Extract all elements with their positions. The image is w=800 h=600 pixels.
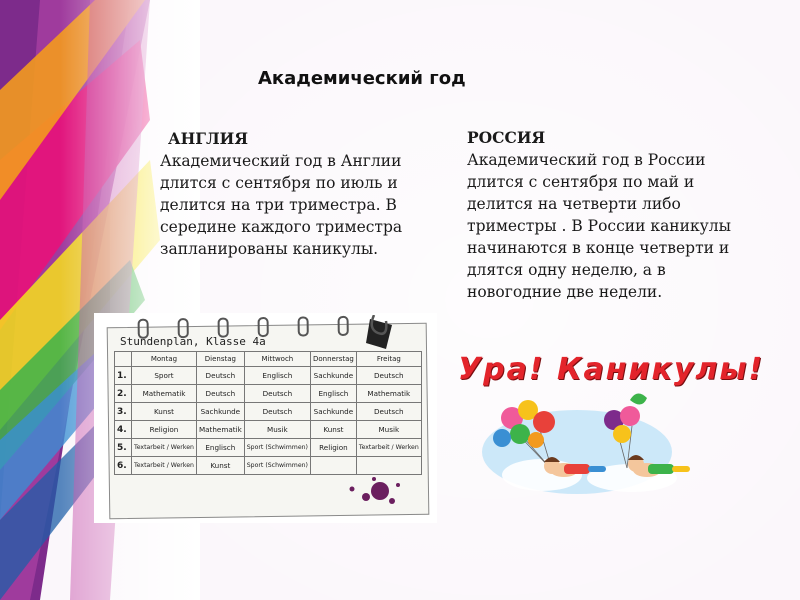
lesson-cell: Deutsch [244, 403, 310, 421]
timetable-image [94, 313, 437, 523]
lesson-cell: Sachkunde [310, 367, 356, 385]
day-header: Dienstag [196, 352, 244, 367]
timetable-row [115, 439, 422, 457]
lesson-cell: Deutsch [356, 367, 421, 385]
kids-with-balloons-illustration [452, 390, 752, 500]
day-header: Freitag [356, 352, 421, 367]
binder-ring-icon [338, 316, 349, 336]
lesson-number: 2. [115, 385, 132, 403]
timetable-row [115, 385, 422, 403]
lesson-cell: Religion [310, 439, 356, 457]
timetable-table [114, 351, 422, 475]
lesson-cell: Englisch [310, 385, 356, 403]
lesson-number: 5. [115, 439, 132, 457]
lesson-cell: Sachkunde [310, 403, 356, 421]
lesson-cell: Englisch [244, 367, 310, 385]
lesson-cell: Deutsch [196, 367, 244, 385]
lesson-cell: Deutsch [356, 403, 421, 421]
russia-section [467, 127, 747, 303]
lesson-cell: Kunst [310, 421, 356, 439]
lesson-cell: Mathematik [356, 385, 421, 403]
lesson-cell: Mathematik [196, 421, 244, 439]
lesson-cell: Deutsch [196, 385, 244, 403]
day-header: Mittwoch [244, 352, 310, 367]
timetable-title: Stundenplan, Klasse 4a [120, 335, 266, 348]
england-heading: АНГЛИЯ [168, 129, 248, 148]
holidays-image [452, 350, 765, 500]
binder-clip-icon [364, 315, 398, 355]
timetable-row [115, 403, 422, 421]
holiday-banner: Ура! Каникулы! [458, 352, 765, 387]
lesson-number: 3. [115, 403, 132, 421]
lesson-cell: Textarbeit / Werken [132, 439, 197, 457]
lesson-cell: Sport (Schwimmen) [244, 439, 310, 457]
timetable-corner [115, 352, 132, 367]
day-header: Montag [132, 352, 197, 367]
lesson-number: 6. [115, 457, 132, 475]
timetable-row [115, 421, 422, 439]
lesson-cell: Sport [132, 367, 197, 385]
day-header: Donnerstag [310, 352, 356, 367]
lesson-cell: Musik [244, 421, 310, 439]
lesson-cell: Religion [132, 421, 197, 439]
lesson-cell: Deutsch [244, 385, 310, 403]
lesson-cell: Textarbeit / Werken [132, 457, 197, 475]
lesson-cell: Kunst [132, 403, 197, 421]
russia-text: Академический год в России длится с сентября по май и делится на четверти либо триместры . В России каникулы начинаются в конце четверти и длятся одну неделю, а в новогодние две недели. [467, 151, 731, 301]
binder-ring-icon [298, 316, 309, 336]
england-section [160, 128, 430, 260]
lesson-number: 1. [115, 367, 132, 385]
lesson-cell: Kunst [196, 457, 244, 475]
lesson-number: 4. [115, 421, 132, 439]
england-text: Академический год в Англии длится с сентября по июль и делится на три триместра. В середине каждого триместра запланированы каникулы. [160, 152, 403, 258]
page-title: Академический год [258, 68, 466, 89]
lesson-cell: Sport (Schwimmen) [244, 457, 310, 475]
russia-heading: РОССИЯ [467, 128, 546, 147]
lesson-cell: Mathematik [132, 385, 197, 403]
ink-splatter-icon [330, 471, 410, 511]
lesson-cell: Musik [356, 421, 421, 439]
lesson-cell: Englisch [196, 439, 244, 457]
lesson-cell: Textarbeit / Werken [356, 439, 421, 457]
lesson-cell: Sachkunde [196, 403, 244, 421]
timetable-row [115, 367, 422, 385]
